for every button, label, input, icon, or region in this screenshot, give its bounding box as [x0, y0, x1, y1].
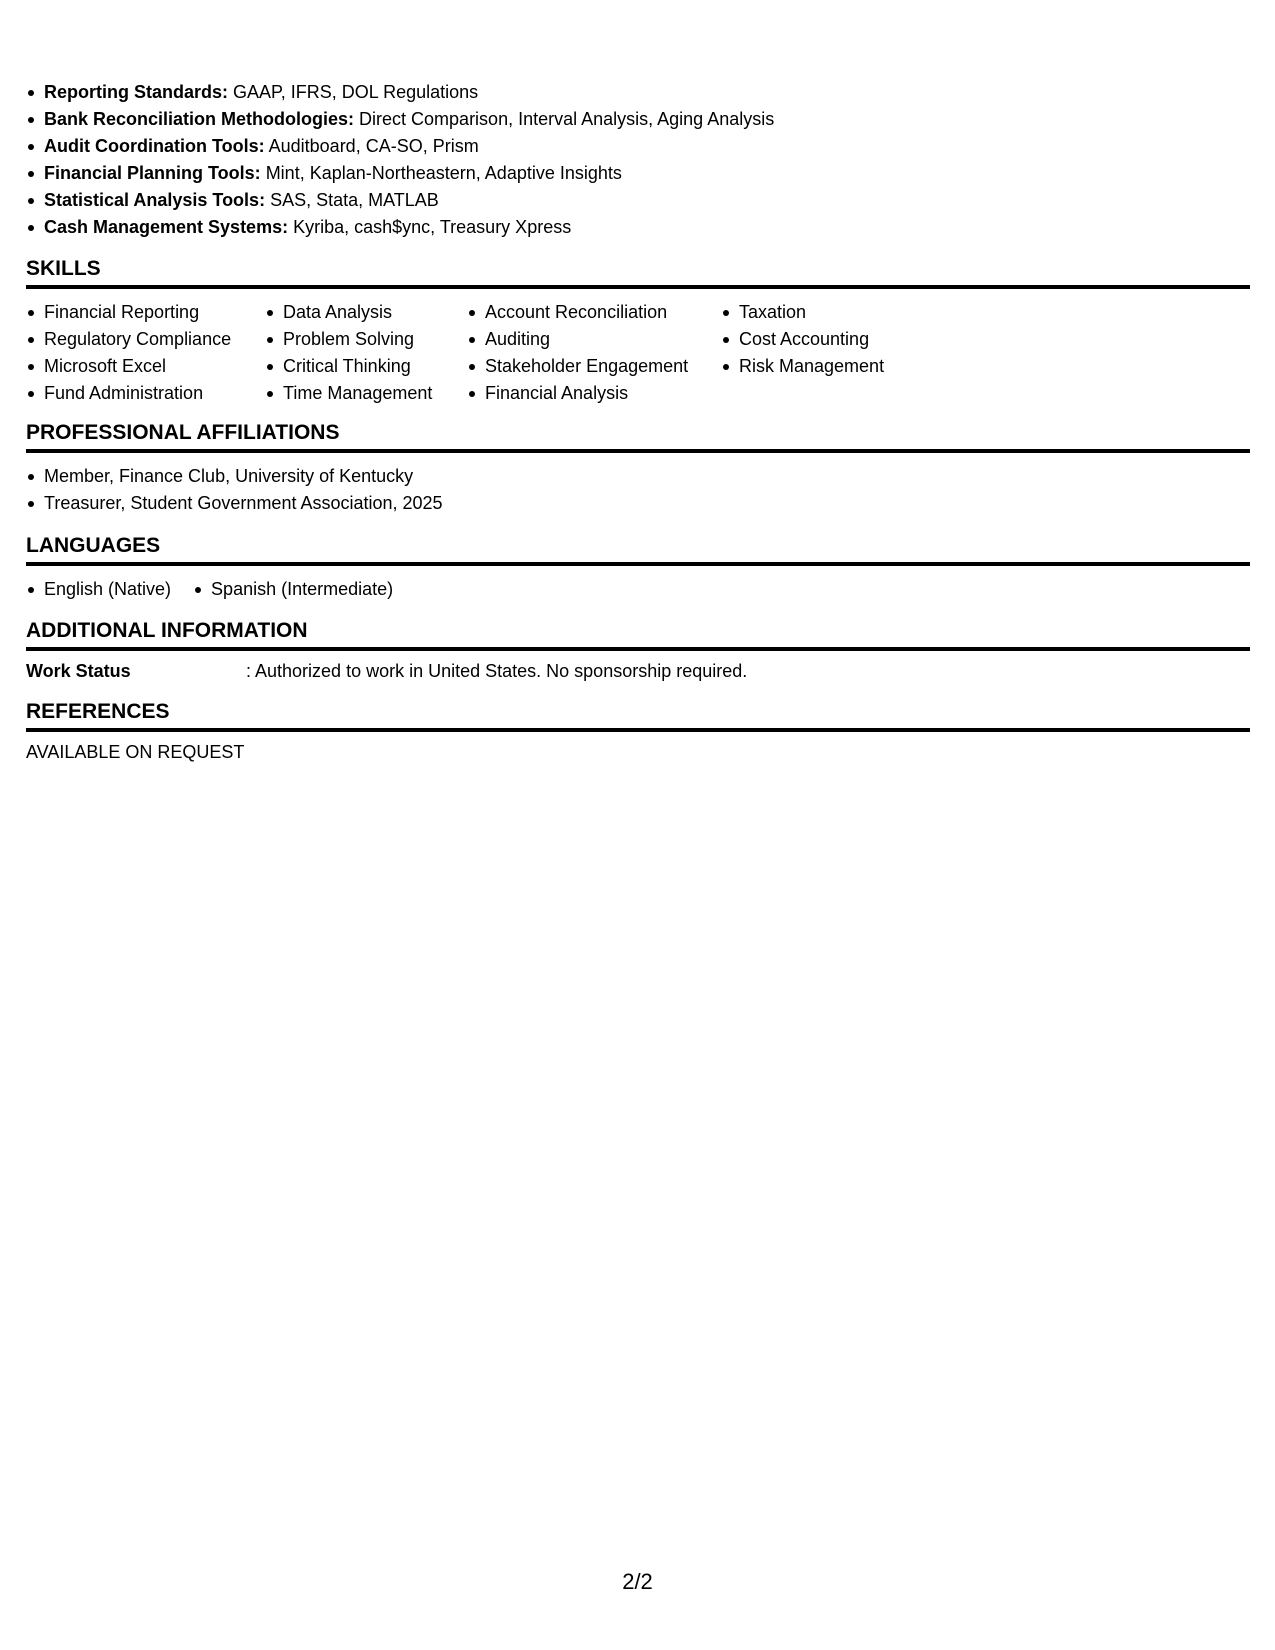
tool-item: Reporting Standards: GAAP, IFRS, DOL Regulations: [26, 79, 774, 106]
skill-item: Taxation: [721, 299, 901, 326]
work-status-row: [26, 658, 747, 685]
skill-item: Financial Analysis: [467, 380, 699, 407]
skill-item: Stakeholder Engagement: [467, 353, 699, 380]
language-item: English (Native): [26, 576, 171, 603]
skills-column: [26, 299, 243, 407]
languages-list: [26, 576, 415, 603]
skills-column: [467, 299, 699, 407]
affiliation-item: Treasurer, Student Government Association, 2025: [26, 490, 443, 517]
skills-column: [721, 299, 901, 407]
tool-item: Audit Coordination Tools: Auditboard, CA-SO, Prism: [26, 133, 774, 160]
tool-item: Bank Reconciliation Methodologies: Direct Comparison, Interval Analysis, Aging Analysis: [26, 106, 774, 133]
skill-item: Risk Management: [721, 353, 901, 380]
skill-item: Account Reconciliation: [467, 299, 699, 326]
tool-item: Cash Management Systems: Kyriba, cash$ync, Treasury Xpress: [26, 214, 774, 241]
skill-item: Fund Administration: [26, 380, 243, 407]
skill-item: Problem Solving: [265, 326, 445, 353]
affiliations-list: [26, 463, 443, 517]
languages-heading: LANGUAGES: [26, 532, 1250, 566]
work-status-value: : Authorized to work in United States. No sponsorship required.: [246, 661, 748, 681]
tool-item: Statistical Analysis Tools: SAS, Stata, MATLAB: [26, 187, 774, 214]
skills-heading: SKILLS: [26, 255, 1250, 289]
tool-item: Financial Planning Tools: Mint, Kaplan-Northeastern, Adaptive Insights: [26, 160, 774, 187]
skill-item: Microsoft Excel: [26, 353, 243, 380]
skills-column: [265, 299, 445, 407]
affiliations-heading: PROFESSIONAL AFFILIATIONS: [26, 419, 1250, 453]
skill-item: Cost Accounting: [721, 326, 901, 353]
skill-item: Data Analysis: [265, 299, 445, 326]
references-text: AVAILABLE ON REQUEST: [26, 742, 245, 762]
skill-item: Financial Reporting: [26, 299, 243, 326]
work-status-label: Work Status: [26, 661, 131, 681]
language-item: Spanish (Intermediate): [193, 576, 393, 603]
page-number: 2/2: [622, 1569, 653, 1594]
tools-list: [26, 79, 774, 241]
skill-item: Regulatory Compliance: [26, 326, 243, 353]
skill-item: Critical Thinking: [265, 353, 445, 380]
references-heading: REFERENCES: [26, 698, 1250, 732]
skill-item: Time Management: [265, 380, 445, 407]
skill-item: Auditing: [467, 326, 699, 353]
affiliation-item: Member, Finance Club, University of Kentucky: [26, 463, 443, 490]
additional-info-heading: ADDITIONAL INFORMATION: [26, 617, 1250, 651]
skills-grid: [26, 299, 901, 407]
